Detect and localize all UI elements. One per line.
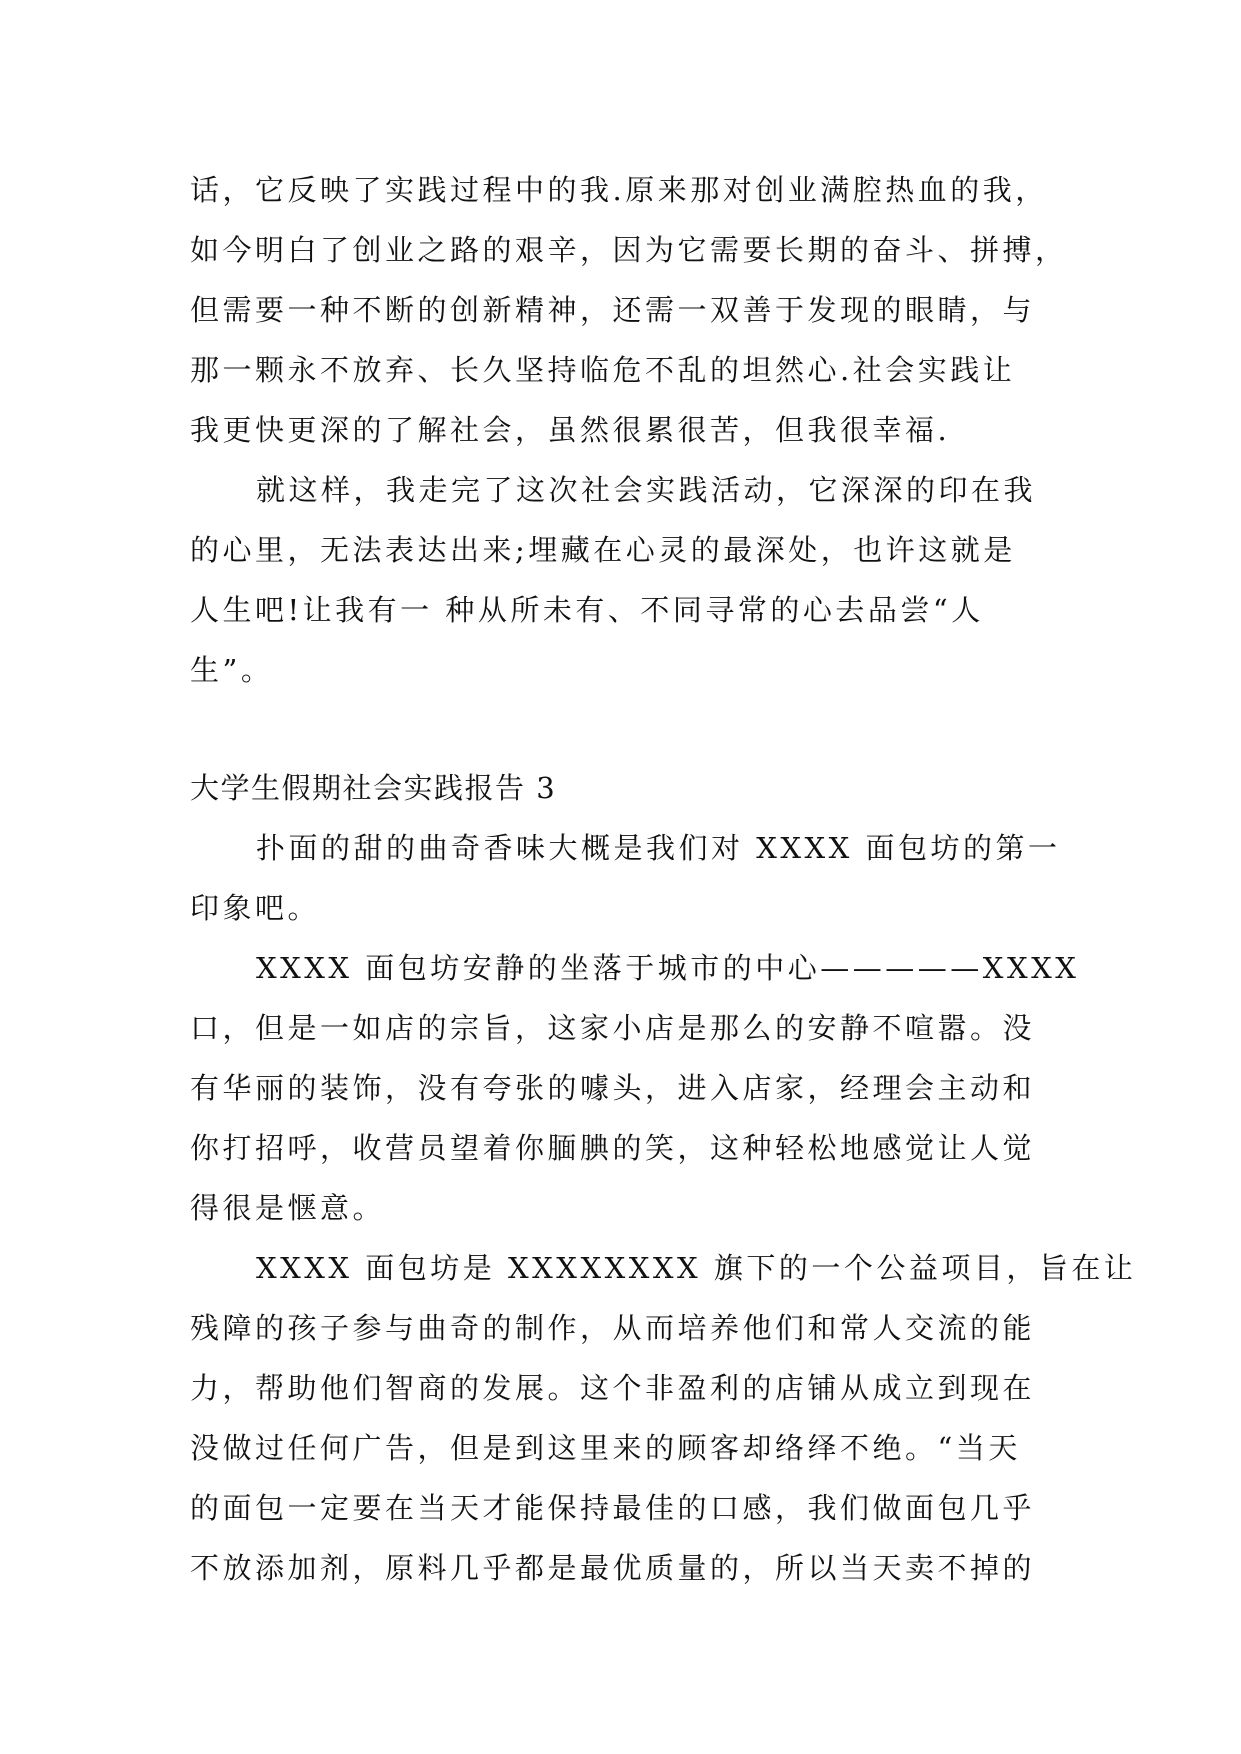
paragraph-continuation [190,160,1070,460]
text-line: 没做过任何广告，但是到这里来的顾客却络绎不绝。“当天 [190,1431,1021,1465]
document-body [190,160,1137,1598]
text-line: 如今明白了创业之路的艰辛，因为它需要长期的奋斗、拼搏， [190,233,1068,267]
text-line: 印象吧。 [190,891,321,925]
text-line: 的心里，无法表达出来;埋藏在心灵的最深处，也许这就是 [190,533,1016,567]
section-title: 大学生假期社会实践报告 3 [190,771,557,805]
text-line: 我更快更深的了解社会，虽然很累很苦，但我很幸福. [190,413,951,447]
text-line: 口，但是一如店的宗旨，这家小店是那么的安静不喧嚣。没 [190,1011,1036,1045]
text-line: 话，它反映了实践过程中的我.原来那对创业满腔热血的我， [190,173,1048,207]
text-line: XXXX 面包坊安静的坐落于城市的中心—————XXXX [256,951,1080,985]
paragraph-project [190,1238,1137,1598]
text-line: 不放添加剂，原料几乎都是最优质量的，所以当天卖不掉的 [190,1551,1036,1585]
text-line: 扑面的甜的曲奇香味大概是我们对 XXXX 面包坊的第一 [256,831,1061,865]
text-line: 的面包一定要在当天才能保持最佳的口感，我们做面包几乎 [190,1491,1036,1525]
text-line: 得很是惬意。 [190,1191,386,1225]
text-line: XXXX 面包坊是 XXXXXXXX 旗下的一个公益项目，旨在让 [256,1251,1137,1285]
text-line: 就这样，我走完了这次社会实践活动，它深深的印在我 [256,473,1037,507]
section-gap [190,700,1070,758]
text-line: 你打招呼，收营员望着你腼腆的笑，这种轻松地感觉让人觉 [190,1131,1036,1165]
text-line: 有华丽的装饰，没有夸张的噱头，进入店家，经理会主动和 [190,1071,1036,1105]
paragraph-location [190,938,1080,1238]
text-line: 力，帮助他们智商的发展。这个非盈利的店铺从成立到现在 [190,1371,1036,1405]
text-line: 人生吧!让我有一 种从所未有、不同寻常的心去品尝“人 [190,593,984,627]
text-line: 那一颗永不放弃、长久坚持临危不乱的坦然心.社会实践让 [190,353,1016,387]
paragraph-conclusion [190,460,1070,700]
text-line: 残障的孩子参与曲奇的制作，从而培养他们和常人交流的能 [190,1311,1036,1345]
text-line: 但需要一种不断的创新精神，还需一双善于发现的眼睛，与 [190,293,1036,327]
paragraph-intro [190,818,1070,938]
text-line: 生”。 [190,653,274,687]
